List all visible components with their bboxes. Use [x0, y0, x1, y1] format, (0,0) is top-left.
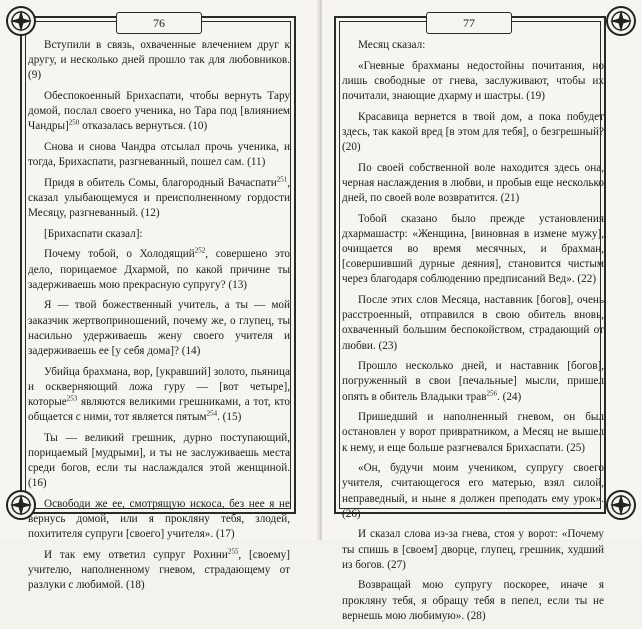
paragraph: «Он, будучи моим учеником, супругу своего учителя, считающегося его матерью, взял силой, неправедный, и ныне я должен преподать ему урок». (26)	[342, 462, 604, 520]
paragraph: И сказал слова из-за гнева, стоя у ворот: «Почему ты спишь в [своем] дворце, глупец, грешник, худший из богов. (27)	[342, 528, 604, 571]
paragraph: Прошло несколько дней, и наставник [богов], погруженный в свои [печальные] мысли, пришел опять в обитель Владыки трав$^{256}$. (24)	[342, 360, 604, 403]
paragraph: Придя в обитель Сомы, благородный Вачаспати$^{251}$, сказал улыбающемуся и преисполненному гордости Месяцу, разгневанный. (12)	[28, 175, 290, 220]
footnote-ref: 250	[68, 118, 80, 127]
paragraph: Пришедший и наполненный гневом, он был остановлен у ворот привратником, а Месяц не вышел к нему, и еще больше разгневался Брихаспати. (25)	[342, 411, 604, 454]
page-body	[342, 38, 604, 629]
paragraph: По своей собственной воле находится здесь она, черная наслаждения в любви, и пробыв еще несколько дней, по своей воле возвратится. (21)	[342, 161, 604, 204]
corner-ornament-icon	[604, 4, 638, 38]
footnote-ref: 255	[227, 547, 239, 556]
paragraph: Почему тобой, о Холодящий$^{252}$, совершено это дело, порицаемое Дхармой, по какой причине ты задерживаешь мою прекрасную супругу? (13)	[28, 246, 291, 291]
paragraph: После этих слов Месяца, наставник [богов], очень расстроенный, отправился в свою обитель вновь, охваченный большим беспокойством, страдающий от любви. (23)	[342, 294, 604, 352]
paragraph: Ты — великий грешник, дурно поступающий, порицаемый [мудрыми], и ты не заслуживаешь места среди богов, если ты наслаждался этой женщиной. (16)	[28, 431, 290, 490]
footnote-ref: 256	[486, 388, 498, 397]
corner-ornament-icon	[4, 4, 38, 38]
right-page	[322, 0, 642, 622]
page-body	[28, 38, 290, 599]
paragraph: «Гневные брахманы недостойны почитания, но лишь свободные от гнева, заслуживают, чтобы их почитали, знающие дхарму и шастры. (19)	[342, 59, 604, 102]
footnote-ref: 252	[194, 246, 206, 255]
paragraph: Месяц сказал:	[358, 39, 426, 51]
page-number: 76	[116, 12, 202, 34]
left-page	[0, 0, 320, 592]
paragraph: Убийца брахмана, вор, [укравший] золото, пьяница и оскверняющий ложа гуру — [вот четыре], которые$^{253}$ являются великими грешниками, а тот, кто общается с ними, тот является пятым$^{254}$. (15)	[28, 365, 290, 424]
paragraph: И так ему ответил супруг Рохини$^{255}$, [своему] учителю, наполненному гневом, страдающему от разлуки с любимой. (18)	[28, 547, 290, 592]
paragraph: Тобой сказано было прежде установления дхармашастр: «Женщина, [виновная в измене мужу], очищается во время месячных, и брахман, [совершивший дурные деяния], становится чистым через благодаря соблюдению предписаний Вед». (22)	[342, 212, 604, 286]
paragraph: Снова и снова Чандра отсылал прочь ученика, и тогда, Брихаспати, разгневанный, пошел сам. (11)	[28, 141, 290, 169]
footnote-ref: 254	[206, 409, 218, 418]
paragraph: Возвращай мою супругу поскорее, иначе я прокляну тебя, я обращу тебя в пепел, если ты не вернешь мою любимую». (28)	[342, 579, 604, 622]
paragraph: Обеспокоенный Брихаспати, чтобы вернуть Тару домой, послал своего ученика, но Тара под [влиянием Чандры]$^{250}$ отказалась вернуться. (10)	[28, 90, 290, 133]
page-number: 77	[426, 12, 512, 34]
paragraph: Вступили в связь, охваченные влечением друг к другу, и несколько дней прошло так для любовников. (9)	[28, 39, 290, 82]
paragraph: [Брихаспати сказал]:	[44, 227, 143, 240]
corner-ornament-icon	[604, 488, 638, 522]
footnote-ref: 253	[66, 394, 78, 403]
paragraph: Я — твой божественный учитель, а ты — мой заказчик жертвоприношений, почему же, о глупец, ты насильно удерживаешь жену своего учителя и задерживаешь ее [у себя дома]? (14)	[28, 299, 290, 357]
paragraph: Освободи же ее, смотрящую искоса, без нее я не вернусь домой, или я прокляну тебя, злодей, похитителя супруги [своего] учителя». (17)	[28, 498, 290, 541]
footnote-ref: 251	[276, 175, 288, 184]
paragraph: Красавица вернется в твой дом, а пока побудет здесь, так какой вред [в этом для тебя], о безгрешный? (20)	[342, 110, 604, 153]
